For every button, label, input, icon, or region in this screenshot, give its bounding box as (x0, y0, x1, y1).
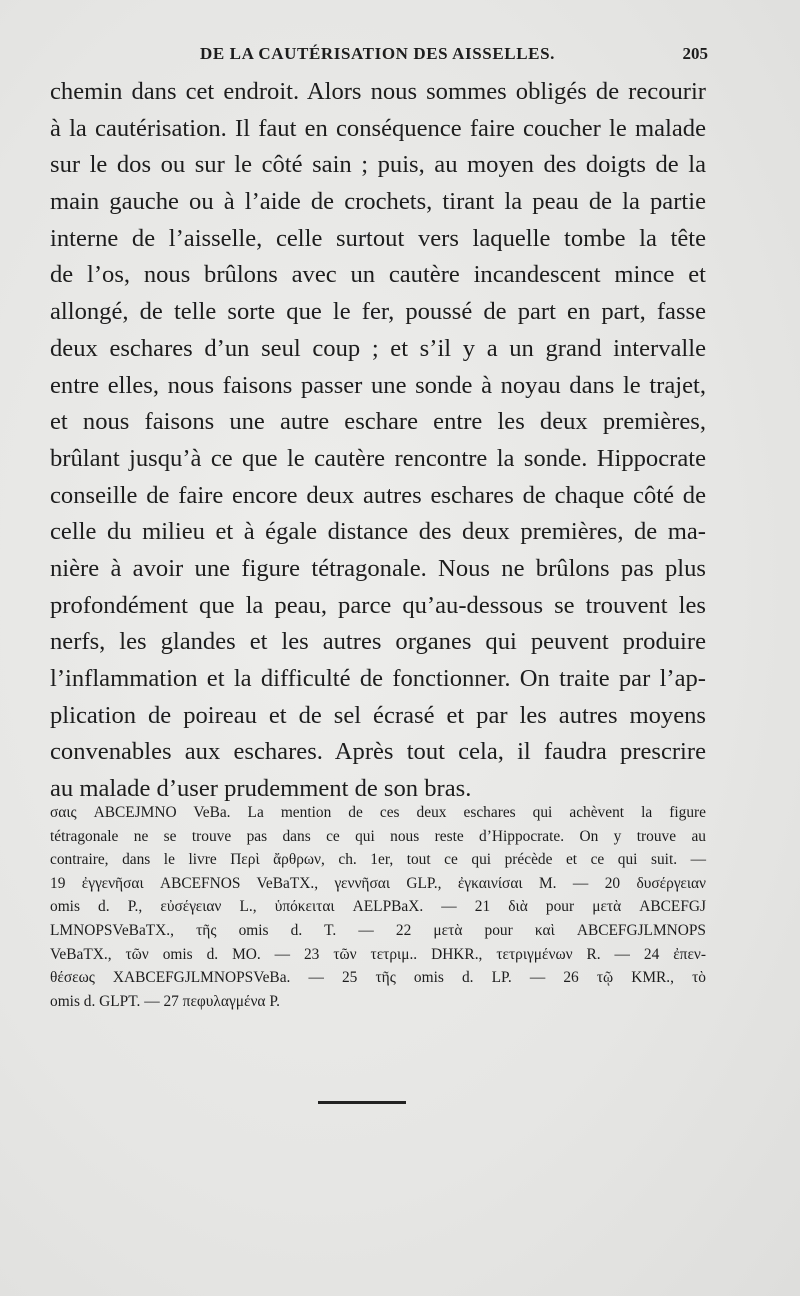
footnote-line: contraire, dans le livre Περὶ ἄρθρων, ch. 1er, tout ce qui précède et ce qui suit. — (50, 851, 706, 869)
text-line: sur le dos ou sur le côté sain ; puis, au moyen des doigts de la (50, 151, 706, 179)
text-line: deux eschares d’un seul coup ; et s’il y a un grand intervalle (50, 334, 706, 362)
footnote-line: tétragonale ne se trouve pas dans ce qui nous reste d’Hippocrate. On y trouve au (50, 827, 706, 845)
main-text (50, 74, 706, 808)
text-line: main gauche ou à l’aide de crochets, tirant la peau de la partie (50, 188, 706, 216)
running-title: DE LA CAUTÉRISATION DES AISSELLES. (200, 44, 556, 63)
text-line: de l’os, nous brûlons avec un cautère incandescent mince et (50, 261, 706, 289)
text-line: profondément que la peau, parce qu’au-dessous se trouvent les (50, 591, 706, 619)
footnote-line: 19 ἐγγενῆσαι ABCEFNOS VeBaTX., γεννῆσαι GLP., ἐγκαινίσαι M. — 20 δυσέργειαν (50, 874, 706, 892)
text-line: entre elles, nous faisons passer une sonde à noyau dans le trajet, (50, 371, 706, 399)
footnote-line: omis d. P., εὐσέγειαν L., ὑπόκειται AELPBaX. — 21 διὰ pour μετὰ ABCEFGJ (50, 898, 706, 916)
footnote-line: θέσεως XABCEFGJLMNOPSVeBa. — 25 τῆς omis d. LP. — 26 τῷ KMR., τὸ (50, 969, 706, 987)
page-number: 205 (682, 44, 708, 63)
text-line: à la cautérisation. Il faut en conséquence faire coucher le malade (50, 114, 706, 142)
text-line: chemin dans cet endroit. Alors nous sommes obligés de recourir (50, 78, 706, 105)
text-line: et nous faisons une autre eschare entre les deux premières, (50, 408, 706, 436)
text-line: nerfs, les glandes et les autres organes qui peuvent produire (50, 628, 706, 656)
text-line: conseille de faire encore deux autres eschares de chaque côté de (50, 481, 706, 509)
text-line: au malade d’user prudemment de son bras. (50, 775, 472, 803)
end-rule (318, 1101, 406, 1104)
footnotes (50, 801, 706, 1013)
footnote-line: σαις ABCEJMNO VeBa. La mention de ces deux eschares qui achèvent la figure (50, 804, 706, 821)
footnote-line: omis d. GLPT. — 27 πεφυλαγμένα P. (50, 992, 281, 1010)
running-head (52, 44, 708, 68)
text-line: convenables aux eschares. Après tout cela, il faudra prescrire (50, 738, 706, 766)
text-line: brûlant jusqu’à ce que le cautère rencontre la sonde. Hippocrate (50, 444, 706, 472)
footnote-line: VeBaTX., τῶν omis d. MO. — 23 τῶν τετριμ.. DHKR., τετριγμένων R. — 24 ἐπεν- (50, 945, 706, 963)
footnote-line: LMNOPSVeBaTX., τῆς omis d. T. — 22 μετὰ pour καὶ ABCEFGJLMNOPS (50, 921, 706, 939)
text-line: celle du milieu et à égale distance des deux premières, de ma- (50, 518, 706, 546)
text-line: allongé, de telle sorte que le fer, poussé de part en part, fasse (50, 298, 706, 326)
text-line: nière à avoir une figure tétragonale. Nous ne brûlons pas plus (50, 554, 706, 582)
text-line: l’inflammation et la difficulté de fonctionner. On traite par l’ap- (50, 665, 706, 692)
text-line: plication de poireau et de sel écrasé et par les autres moyens (50, 701, 706, 729)
text-line: interne de l’aisselle, celle surtout vers laquelle tombe la tête (50, 224, 706, 252)
